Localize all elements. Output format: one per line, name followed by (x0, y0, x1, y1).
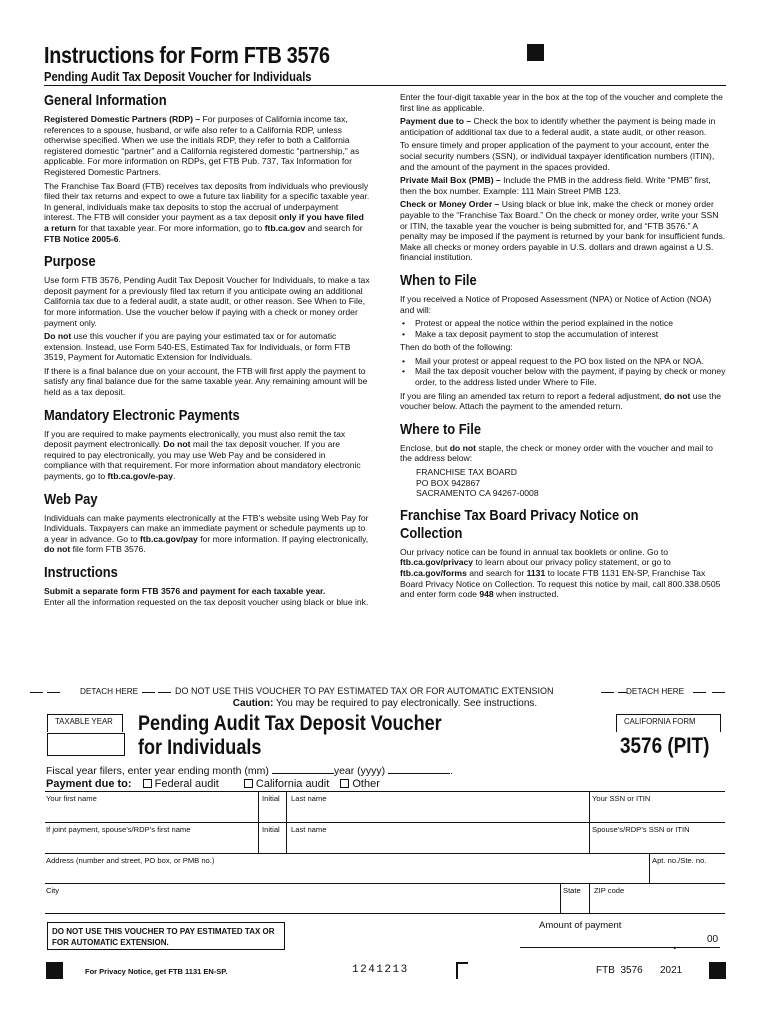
grid-line (649, 853, 650, 883)
rdp-paragraph: Registered Domestic Partners (RDP) – For purposes of California income tax, references to a spouse, husband, or wife also refer to a California RDP, unless otherwise specified. When we use the initials RDP, they refer to both a California registered domestic “partner” and a California registered domestic “partnership,” as applicable. For more information on RDPs, get FTB Pub. 737, Tax Information for Registered Domestic Partners. (44, 114, 360, 177)
california-form-label: CALIFORNIA FORM (624, 717, 696, 726)
form-number: 3576 (PIT) (620, 733, 710, 758)
mandatory-paragraph: If you are required to make payments electronically, you must also remit the tax deposit payment electronically. Do not mail the tax deposit voucher. If you are required to pay electronically, you may use Web Pay and be considered in compliance with that requirement. For more information about mandatory electronic payments, go to ftb.ca.gov/e-pay. (44, 428, 361, 482)
when-list-1 (400, 318, 726, 339)
payment-due-paragraph: Payment due to – Check the box to identify whether the payment is being made in anticipation of additional tax due to a federal audit, a state audit, or other reason. (400, 116, 716, 137)
check-paragraph: Check or Money Order – Using black or blue ink, make the check or money order payable to the “Franchise Tax Board.” On the check or money order, write your SSN or ITIN, the taxable year the voucher is being submitted for, and “FTB 3576.” A penalty may be imposed if the payment is returned by your bank for insufficient funds. Make all checks or money orders payable in U.S. dollars and drawn against a U.S. financial institution. (400, 199, 726, 263)
grid-line (258, 791, 259, 853)
right-column (400, 92, 726, 603)
web-pay-heading: Web Pay (44, 490, 98, 508)
list-item: • Mail your protest or appeal request to the PO box listed on the NPA or NOA. (400, 356, 726, 367)
corner-mark (456, 962, 468, 979)
amount-input[interactable] (520, 947, 720, 948)
list-item: • Make a tax deposit payment to stop the accumulation of interest (400, 329, 726, 340)
grid-line (589, 791, 590, 853)
privacy-link[interactable]: ftb.ca.gov/privacy (400, 557, 474, 568)
apt-field[interactable]: Apt. no./Ste. no. (652, 856, 707, 865)
grid-line (286, 791, 287, 853)
then-paragraph: Then do both of the following: (400, 342, 513, 353)
when-list-2 (400, 356, 726, 388)
privacy-notice-heading: Franchise Tax Board Privacy Notice on Collection (400, 506, 639, 542)
general-information-heading: General Information (44, 92, 167, 109)
taxable-year-input[interactable] (47, 733, 125, 756)
caution-line: Caution: You may be required to pay electronically. See instructions. (232, 698, 538, 709)
detach-warning: DO NOT USE THIS VOUCHER TO PAY ESTIMATED TAX OR FOR AUTOMATIC EXTENSION (175, 686, 554, 696)
instructions-paragraph-2: Enter all the information requested on the tax deposit voucher using black or blue ink. (44, 596, 369, 607)
grid-line (560, 883, 561, 913)
grid-line (45, 883, 725, 884)
grid-line (45, 791, 725, 792)
mailing-address: FRANCHISE TAX BOARD PO BOX 942867 SACRAMENTO CA 94267-0008 (416, 467, 539, 499)
payment-due-line: Payment due to: Federal audit California audit Other (46, 778, 380, 790)
privacy-notice-footer: For Privacy Notice, get FTB 1131 EN-SP. (85, 967, 228, 976)
zip-field[interactable]: ZIP code (594, 886, 625, 895)
purpose-heading: Purpose (44, 253, 96, 271)
ftb-link[interactable]: ftb.ca.gov (264, 222, 306, 233)
registration-mark (709, 962, 726, 979)
detach-here-left: DETACH HERE (80, 687, 139, 696)
voucher-title: Pending Audit Tax Deposit Voucher for Individuals (138, 712, 442, 759)
city-field[interactable]: City (46, 886, 60, 895)
california-audit-checkbox[interactable] (244, 779, 253, 788)
where-paragraph: Enclose, but do not staple, the check or money order with the voucher and mail to the address below: (400, 442, 713, 464)
fiscal-month-input[interactable] (272, 764, 334, 774)
forms-link[interactable]: ftb.ca.gov/forms (400, 568, 467, 578)
fiscal-year-line: Fiscal year filers, enter year ending month (mm) year (yyyy) . (46, 765, 454, 777)
e-pay-link[interactable]: ftb.ca.gov/e-pay (107, 471, 173, 482)
detach-here-right: DETACH HERE (626, 687, 685, 696)
pmb-paragraph: Private Mail Box (PMB) – Include the PMB in the address field. Write “PMB” first, then the box number. Example: 111 Main Street PMB 123. (400, 175, 711, 196)
instructions-paragraph: Submit a separate form FTB 3576 and payment for each taxable year. (44, 586, 326, 596)
spouse-ssn-field[interactable]: Spouse’s/RDP’s SSN or ITIN (592, 825, 690, 834)
initial-field[interactable]: Initial (262, 794, 280, 803)
registration-mark (46, 962, 63, 979)
do-not-use-warning-box: DO NOT USE THIS VOUCHER TO PAY ESTIMATED TAX OR FOR AUTOMATIC EXTENSION. (47, 922, 285, 950)
amount-dot: . (673, 938, 677, 952)
amount-cents: 00 (707, 934, 719, 945)
amount-of-payment-label: Amount of payment (539, 920, 622, 931)
registration-mark (527, 44, 544, 61)
grid-line (45, 913, 725, 914)
where-to-file-heading: Where to File (400, 420, 482, 438)
grid-line (589, 883, 590, 913)
purpose-paragraph-3: If there is a final balance due on your account, the FTB will first apply the payment to satisfy any final balance due for the same taxable year. Any remaining amount will be held as a tax deposit. (44, 365, 368, 398)
spouse-initial-field[interactable]: Initial (262, 825, 280, 834)
grid-line (45, 853, 725, 854)
mandatory-electronic-payments-heading: Mandatory Electronic Payments (44, 406, 240, 424)
spouse-last-name-field[interactable]: Last name (291, 825, 327, 834)
page-subtitle: Pending Audit Tax Deposit Voucher for Individuals (44, 69, 312, 84)
intro-paragraph: Enter the four-digit taxable year in the box at the top of the voucher and complete the first line as applicable. (400, 92, 723, 113)
footer-form-number: FTB 3576 (596, 965, 643, 976)
address-field[interactable]: Address (number and street, PO box, or PMB no.) (46, 856, 215, 865)
amended-paragraph: If you are filing an amended tax return to report a federal adjustment, do not use the voucher below. Attach the payment to the amended return. (400, 390, 721, 412)
ftb-paragraph: The Franchise Tax Board (FTB) receives tax deposits from individuals who previously filed their tax returns and expect to owe a future tax liability for a specific taxable year. In general, individuals make tax deposits to stop the accrual of underpayment interest. The FTB will consider your payment as a tax deposit only if you have filed a return for that taxable year. For more information, go to ftb.ca.gov and search for FTB Notice 2005-6. (44, 180, 370, 244)
barcode-number: 1241213 (352, 964, 409, 976)
ssn-field[interactable]: Your SSN or ITIN (592, 794, 651, 803)
grid-line (45, 822, 725, 823)
state-field[interactable]: State (563, 886, 581, 895)
first-name-field[interactable]: Your first name (46, 794, 97, 803)
ensure-paragraph: To ensure timely and proper application of the payment to your account, enter the social security numbers (SSN), or individual taxpayer identification numbers (ITIN), and the amount of the payment in the spaces provided. (400, 140, 715, 172)
footer-year: 2021 (660, 965, 683, 976)
list-item: • Mail the tax deposit voucher below with the payment, if paying by check or money order, to the address listed under Where to File. (400, 366, 726, 387)
pay-link[interactable]: ftb.ca.gov/pay (140, 533, 198, 544)
instructions-heading: Instructions (44, 564, 118, 581)
privacy-paragraph: Our privacy notice can be found in annual tax booklets or online. Go to ftb.ca.gov/privacy to learn about our privacy policy statement, or go to ftb.ca.gov/forms and search for 1131 to locate FTB 1131 EN-SP, Franchise Tax Board Privacy Notice on Collection. To request this notice by mail, call 800.338.0505 and enter form code 948 when instructed. (400, 546, 721, 600)
taxable-year-label: TAXABLE YEAR (55, 717, 113, 726)
spouse-first-name-field[interactable]: If joint payment, spouse’s/RDP’s first name (46, 825, 191, 834)
left-column (44, 86, 370, 610)
fiscal-year-input[interactable] (388, 764, 450, 774)
purpose-paragraph-2: Do not use this voucher if you are paying your estimated tax or for automatic extension. Instead, use Form 540-ES, Estimated Tax for Individuals, or form FTB 3519, Payment for Automatic Extension for Individuals. (44, 331, 351, 363)
when-paragraph: If you received a Notice of Proposed Assessment (NPA) or Notice of Action (NOA) and will: (400, 293, 712, 315)
list-item: • Protest or appeal the notice within the period explained in the notice (400, 318, 726, 329)
web-pay-paragraph: Individuals can make payments electronically at the FTB’s website using Web Pay for Individuals. Taxpayers can make an immediate payment or schedule payments up to a year in advance. Go to ftb.ca.gov/pay for more information. If paying electronically, do not file form FTB 3576. (44, 512, 369, 555)
federal-audit-checkbox[interactable] (143, 779, 152, 788)
when-to-file-heading: When to File (400, 271, 477, 289)
other-checkbox[interactable] (340, 779, 349, 788)
page-title: Instructions for Form FTB 3576 (44, 42, 330, 68)
last-name-field[interactable]: Last name (291, 794, 327, 803)
purpose-paragraph-1: Use form FTB 3576, Pending Audit Tax Deposit Voucher for Individuals, to make a tax deposit payment for a previously filed tax return if you anticipate owing an additional California tax due to a federal audit, a state audit, or other reason. See When to File, for more information. Use the voucher below if paying with a check or money order payment only. (44, 275, 370, 328)
